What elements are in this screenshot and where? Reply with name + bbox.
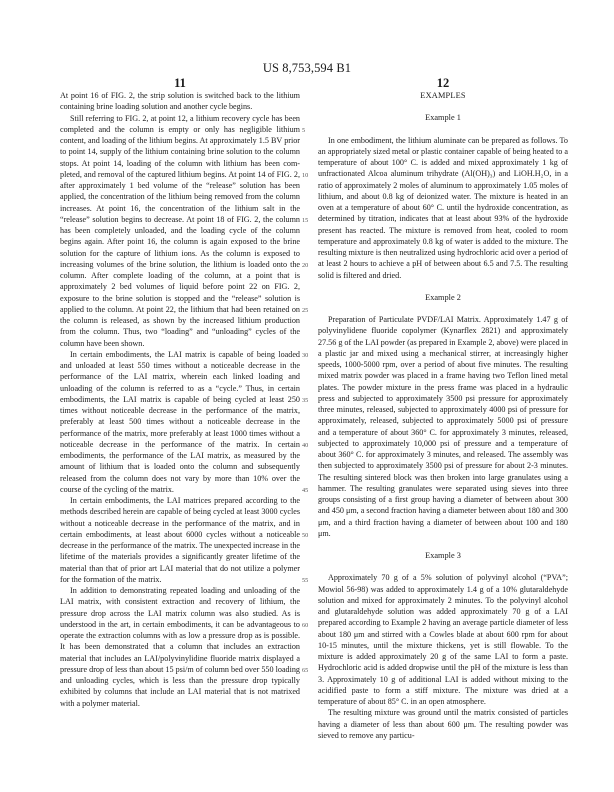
left-column-number: 11 xyxy=(174,76,186,90)
patent-number: US 8,753,594 B1 xyxy=(262,61,352,75)
example-3-title: Example 3 xyxy=(425,551,461,560)
line-number: 5 xyxy=(302,127,306,134)
paragraph: Preparation of Particulate PVDF/LAI Matrix. Approximately 1.47 g of polyvinylidene fluoride copolymer (Kynarflex 2821) and approximately 27.56 g of the LAI powder (as prepared in Example 2, above) were placed in a plastic jar and mixed using a mechanical stirrer, at increasingly higher speeds, 1000-5000 rpm, over a period of about five minutes. The resulting mixed matrix powder was placed in a frame having two Teflon lined metal plates. The powder mixture in the press frame was placed in a hydraulic press and subjected to approximately 3500 psi pressure for approximately three minutes, released, subjected to approximately 4000 psi of pressure for approximately, released, subjected to approximately 5000 psi of pressure and a temperature of about 360° C. for approximately 3 minutes, released, subjected to approximately 10,000 psi of pressure and a temperature of about 360° C. for approximately 3 minutes, and released. The assembly was then subjected to approximately 3500 psi of pressure for about 2-3 minutes. The resulting sintered block was then broken into large granulates using a hammer. The resulting granulates were separated using sieves into three groups consisting of a first group having a diameter of between about 300 and 450 μm, a second fraction having a diameter between about 180 and 300 μm, and a third fraction having a diameter of between about 100 and 180 μm. xyxy=(318,315,568,538)
paragraph: In certain embodiments, the LAI matrices prepared according to the methods described herein are capable of being cycled at least 3000 cycles without a noticeable decrease in the performance of the matrix, and in certain embodiments, at least about 6000 cycles without a noticeable decrease in the performance of the matrix. The unexpected increase in the lifetime of the materials provides a significantly greater lifetime of the material than that of prior art LAI material that do not utilize a polymer for the formation of the matrix. xyxy=(60,496,300,584)
spacer xyxy=(318,281,568,292)
line-number: 55 xyxy=(302,577,309,584)
line-number: 45 xyxy=(302,487,309,494)
example-2-title: Example 2 xyxy=(425,292,461,302)
line-number: 20 xyxy=(302,262,309,269)
paragraph: The resulting mixture was ground until the matrix consisted of particles having a diameter of less than about 600 μm. The resulting powder was sieved to remove any particu- xyxy=(318,708,568,740)
paragraph: Approximately 70 g of a 5% solution of polyvinyl alcohol (“PVA”; Mowiol 56-98) was added to approximately 1.4 g of a 10% glutaraldehyde solution and mixed for approximately 2 minutes. To the polyvinyl alcohol and glutaraldehyde solution was added approximately 70 g of a LAI prepared according to Example 2 having an average particle diameter of less about 180 μm and stirred with a Cowles blade at about 600 rpm for about 10-15 minutes, until the mixture thickens, yet is still flowable. To the mixture is added approximately 20 g of the same LAI to form a paste. Hydrochloric acid is added dropwise until the pH of the mixture is less than 3. Approximately 10 g of additional LAI is added without mixing to the acidified paste to form a stiff mixture. The mixture was dried at a temperature of about 85° C. in an open atmosphere. xyxy=(318,573,568,706)
paragraph: Still referring to FIG. 2, at point 12, a lithium recovery cycle has been completed and the column is empty or only has negligible lithium content, and loading of the lithium begins. At approximately 1.5 BV prior to point 14, supply of the lithium containing brine solution to the column stops. At point 14, loading of the column with lithium has been completed, and removal of the captured lithium begins. At point 14 of FIG. 2, after approximately 1 bed volume of the “release” solution has been applied, the concentration of the lithium being removed from the column increases. At point 16, the concentration of the lithium salt in the “release” solution begins to decrease. At point 18 of FIG. 2, the column has been completely unloaded, and the loading cycle of the column begins again. After point 16, the column is again exposed to the brine solution for the capture of lithium ions. As the column is exposed to increasing volumes of the brine solution, the lithium is loaded onto the column. After complete loading of the column, at a point that is approximately 2 bed volumes of liquid before point 22 on FIG. 2, exposure to the brine solution is stopped and the “release” solution is applied to the column. At point 22, the lithium that had been retained on the column is released, as shown by the increased lithium production from the column. Thus, two “loading” and “unloading” cycles of the column have been shown. xyxy=(60,113,300,348)
line-number: 10 xyxy=(302,172,309,179)
spacer xyxy=(318,539,568,550)
line-number: 40 xyxy=(302,442,309,449)
line-number: 35 xyxy=(302,397,309,404)
paragraph: In certain embodiments, the LAI matrix is capable of being loaded and unloaded at least 550 times without a noticeable decrease in the performance of the LAI matrix, wherein each linked loading and unloading of the column is referred to as a “cycle.” Thus, in certain embodiments, the LAI matrix is capable of being cycled at least 250 times without noticeable decrease in the performance of the matrix, preferably at least 500 times without a noticeable decrease in the performance of the matrix, more preferably at least 1000 times without a noticeable decrease in the performance of the matrix. In certain embodiments, the performance of the LAI matrix, as measured by the amount of lithium that is loaded onto the column and subsequently released from the column does not vary by more than 10% over the course of the cycling of the matrix. xyxy=(60,349,300,494)
example-1-title: Example 1 xyxy=(425,113,461,123)
paragraph: In one embodiment, the lithium aluminate can be prepared as follows. To an appropriately sized metal or plastic container capable of being heated to a temperature of about 100° C. is added and mixed approximately 1 kg of unfractionated Alcoa aluminum trihydrate (Al(OH)₃) and LiOH.H₂O, in a ratio of approximately 2 moles of aluminum to approximately 1.05 moles of lithium, and about 0.8 kg of deionized water. The mixture is heated in an oven at a temperature of about 60° C. until the hydroxide concentration, as determined by titration, indicates that at least about 93% of the hydroxide present has reacted. The mixture is removed from heat, cooled to room temperature and approximately 0.8 kg of water is added to the mixture. The resulting mixture is then neutralized using hydrochloric acid over a period of at least 2 hours to achieve a pH of between about 6.5 and 7.5. The resulting solid is filtered and dried. xyxy=(318,135,568,280)
line-number: 30 xyxy=(302,352,309,359)
line-number: 65 xyxy=(302,667,309,674)
right-column xyxy=(318,90,568,741)
line-number: 60 xyxy=(302,622,309,629)
left-column xyxy=(60,90,300,709)
paragraph: In addition to demonstrating repeated loading and unloading of the LAI matrix, with consistent extraction and recovery of lithium, the pressure drop across the LAI matrix column was also studied. As is understood in the art, in certain embodiments, it can be advantageous to operate the extraction columns with as low a pressure drop as is possible. It has been demonstrated that a column that includes an extraction material that includes an LAI/polyvinylidine fluoride matrix displayed a pressure drop of less than about 15 psi/m of column bed over 550 loading and unloading cycles, which is less than the pressure drop typically exhibited by columns that include an LAI material that is not matrixed with a polymer material. xyxy=(60,586,300,708)
paragraph: At point 16 of FIG. 2, the strip solution is switched back to the lithium containing brine loading solution and another cycle begins. xyxy=(60,91,300,112)
line-number: 15 xyxy=(302,217,309,224)
line-number: 25 xyxy=(302,307,309,314)
section-heading: EXAMPLES xyxy=(420,91,466,100)
line-number: 50 xyxy=(302,532,309,539)
right-column-number: 12 xyxy=(436,76,450,90)
